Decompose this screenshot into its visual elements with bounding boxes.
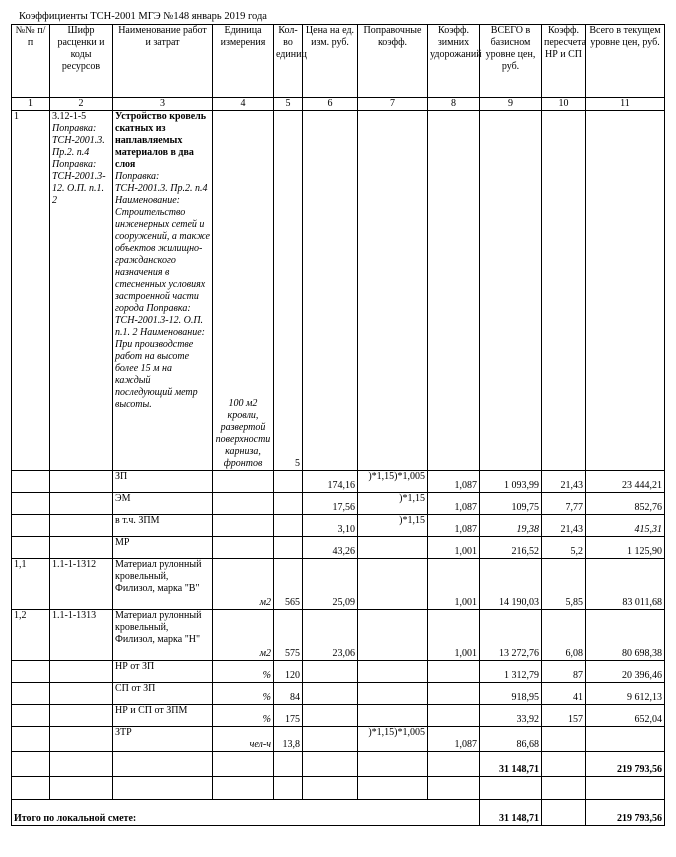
recalc-coeff: 6,08 [542,610,586,661]
cost-component-row [12,537,665,559]
base-total: 216,52 [480,537,542,559]
material-row [12,559,665,610]
recalc-coeff: 5,2 [542,537,586,559]
component-name: МР [113,537,213,559]
material-name: Материал рулонный кровельный, Филизол, марка "Н" [113,610,213,661]
winter-coeff: 1,001 [428,537,480,559]
col-header: №№ п/п [12,25,50,98]
cost-component-row [12,493,665,515]
adjust-coeff: )*1,15 [358,515,428,537]
col-header: Наименование работ и затрат [113,25,213,98]
item-number: 1 [12,111,50,471]
spacer-row [12,777,665,800]
col-number: 2 [50,98,113,111]
code-amendment: Поправка: ТСН-2001.3-12. О.П. п.1. 2 [52,159,106,206]
unit-price: 43,26 [303,537,358,559]
material-unit: м2 [213,559,274,610]
recalc-coeff: 41 [542,683,586,705]
col-header: Поправочные коэфф. [358,25,428,98]
material-code: 1.1-1-1312 [50,559,113,610]
overhead-name: СП от ЗП [113,683,213,705]
current-total: 852,76 [586,493,665,515]
col-header: ВСЕГО в базисном уровне цен, руб. [480,25,542,98]
material-name: Материал рулонный кровельный, Филизол, марка "В" [113,559,213,610]
item-unit: 100 м2 кровли, развертой поверхности карниза, фронтов [213,111,274,471]
overhead-unit: % [213,661,274,683]
col-number: 3 [113,98,213,111]
col-number: 11 [586,98,665,111]
recalc-coeff: 21,43 [542,515,586,537]
col-number: 9 [480,98,542,111]
recalc-coeff: 157 [542,705,586,727]
col-header: Коэфф. зимних удорожаний [428,25,480,98]
col-header: Кол-во единиц [274,25,303,98]
recalc-coeff: 5,85 [542,559,586,610]
col-header: Шифр расценки и коды ресурсов [50,25,113,98]
cost-component-row [12,471,665,493]
subtotal-row [12,752,665,777]
labor-row [12,727,665,752]
base-total: 109,75 [480,493,542,515]
overhead-unit: % [213,683,274,705]
item-code [50,111,113,471]
base-total: 33,92 [480,705,542,727]
unit-price: 3,10 [303,515,358,537]
unit-price: 174,16 [303,471,358,493]
item-name [113,111,213,471]
item-description: Поправка: ТСН-2001.3. Пр.2. п.4 Наименование: Строительство инженерных сетей и сооружений, а также объектов жилищно-гражданского назначения в стесненных условиях застроенной части города Поправка: ТСН-2001.3-12. О.П. п.1. 2 Наименование: При производстве работ на высоте более 15 м на каждый последующий метр высоты. [115,171,210,410]
col-number: 7 [358,98,428,111]
material-row [12,610,665,661]
winter-coeff: 1,087 [428,471,480,493]
document-title: Коэффициенты ТСН-2001 МГЭ №148 январь 2019 года [19,11,267,22]
unit-price: 23,06 [303,610,358,661]
labor-name: ЗТР [113,727,213,752]
code-amendment: Поправка: ТСН-2001.3. Пр.2. п.4 [52,123,105,158]
overhead-name: НР от ЗП [113,661,213,683]
col-header: Единица измерения [213,25,274,98]
winter-coeff: 1,087 [428,727,480,752]
component-name: в т.ч. ЗПМ [113,515,213,537]
winter-coeff: 1,001 [428,610,480,661]
current-total: 415,31 [586,515,665,537]
subtotal-current: 219 793,56 [586,752,665,777]
overhead-percent: 84 [274,683,303,705]
header-row [12,25,665,98]
col-number: 6 [303,98,358,111]
col-number: 10 [542,98,586,111]
col-number: 8 [428,98,480,111]
estimate-table [11,24,665,826]
base-total: 13 272,76 [480,610,542,661]
base-total: 918,95 [480,683,542,705]
adjust-coeff: )*1,15)*1,005 [358,471,428,493]
col-header: Коэфф. пересчета НР и СП [542,25,586,98]
overhead-row [12,661,665,683]
item-title: Устройство кровель скатных из наплавляемых материалов в два слоя [115,111,207,170]
winter-coeff: 1,001 [428,559,480,610]
grand-total-row [12,800,665,826]
overhead-name: НР и СП от ЗПМ [113,705,213,727]
unit-price: 25,09 [303,559,358,610]
current-total: 9 612,13 [586,683,665,705]
rate-code: 3.12-1-5 [52,111,87,122]
grand-total-label: Итого по локальной смете: [12,800,480,826]
adjust-coeff [358,537,428,559]
component-name: ЭМ [113,493,213,515]
base-total: 1 312,79 [480,661,542,683]
overhead-percent: 175 [274,705,303,727]
labor-qty: 13,8 [274,727,303,752]
current-total: 80 698,38 [586,610,665,661]
overhead-row [12,705,665,727]
adjust-coeff: )*1,15 [358,493,428,515]
overhead-percent: 120 [274,661,303,683]
material-qty: 565 [274,559,303,610]
winter-coeff: 1,087 [428,515,480,537]
current-total: 83 011,68 [586,559,665,610]
material-qty: 575 [274,610,303,661]
current-total: 1 125,90 [586,537,665,559]
labor-unit: чел-ч [213,727,274,752]
adjust-coeff: )*1,15)*1,005 [358,727,428,752]
base-total: 14 190,03 [480,559,542,610]
recalc-coeff: 21,43 [542,471,586,493]
material-code: 1.1-1-1313 [50,610,113,661]
material-number: 1,1 [12,559,50,610]
current-total: 20 396,46 [586,661,665,683]
overhead-unit: % [213,705,274,727]
current-total: 652,04 [586,705,665,727]
col-header: Цена на ед. изм. руб. [303,25,358,98]
winter-coeff: 1,087 [428,493,480,515]
col-header: Всего в текущем уровне цен, руб. [586,25,665,98]
base-total: 1 093,99 [480,471,542,493]
item-row [12,111,665,471]
col-number: 4 [213,98,274,111]
material-number: 1,2 [12,610,50,661]
component-name: ЗП [113,471,213,493]
col-number: 1 [12,98,50,111]
recalc-coeff: 87 [542,661,586,683]
cost-component-row [12,515,665,537]
unit-price: 17,56 [303,493,358,515]
grand-total-current: 219 793,56 [586,800,665,826]
subtotal-base: 31 148,71 [480,752,542,777]
base-total: 19,38 [480,515,542,537]
overhead-row [12,683,665,705]
current-total: 23 444,21 [586,471,665,493]
col-number: 5 [274,98,303,111]
column-number-row [12,98,665,111]
base-total: 86,68 [480,727,542,752]
recalc-coeff: 7,77 [542,493,586,515]
material-unit: м2 [213,610,274,661]
item-qty: 5 [274,111,303,471]
grand-total-base: 31 148,71 [480,800,542,826]
